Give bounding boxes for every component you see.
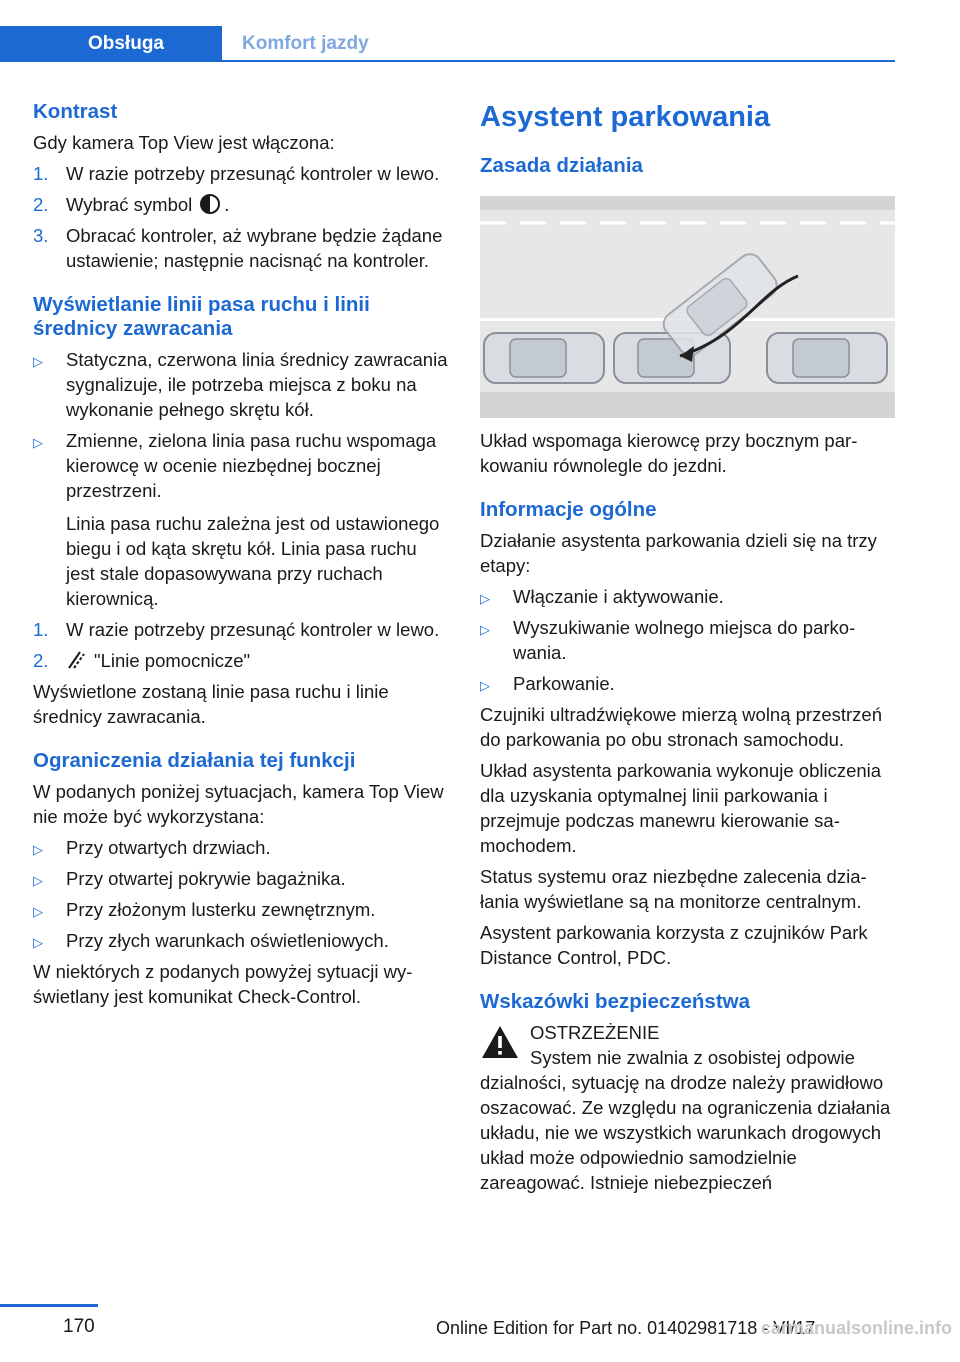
step-number: 1. — [33, 163, 49, 184]
step-text: "Linie pomocnicze" — [94, 650, 251, 671]
step-text-end: . — [224, 194, 230, 215]
warning-icon — [480, 1024, 520, 1060]
limits-heading: Ograniczenia działania tej funkcji — [33, 749, 356, 772]
stage-text: Wyszukiwanie wolnego miejsca do parkowania. — [513, 617, 856, 663]
triangle-bullet-icon: ▷ — [33, 842, 43, 857]
bullet-extra-text: Linia pasa ruchu zależna jest od ustawionego biegu i od kąta skrętu kół. Linia pasa ruchu jest stale dopasowywana przy ruchach kierownicą. — [66, 513, 440, 609]
step-item — [33, 192, 448, 217]
stage-item — [480, 584, 897, 609]
contrast-icon — [200, 194, 220, 214]
triangle-bullet-icon: ▷ — [33, 354, 43, 369]
watermark: carmanualsonline.info — [760, 1318, 952, 1338]
tab-bar — [0, 26, 895, 62]
limit-item — [33, 897, 448, 922]
step-item — [33, 617, 448, 642]
step-text: Wybrać symbol — [66, 194, 193, 215]
principle-text: Układ wspomaga kierowcę przy bocznym parkowaniu równolegle do jezdni. — [480, 430, 858, 476]
limit-item — [33, 928, 448, 953]
step-text: W razie potrzeby przesunąć kontroler w lewo. — [66, 619, 440, 640]
limit-text: Przy otwartych drzwiach. — [66, 837, 271, 858]
lines-heading: Wyświetlanie linii pasa ruchu i linii średnicy zawracania — [33, 293, 370, 340]
page-number-rule — [0, 1304, 98, 1307]
kontrast-intro: Gdy kamera Top View jest włączona: — [33, 132, 335, 153]
triangle-bullet-icon: ▷ — [480, 622, 490, 637]
stage-item — [480, 615, 897, 665]
guide-lines-icon — [66, 650, 86, 670]
general-heading: Informacje ogólne — [480, 498, 657, 521]
bullet-item — [33, 428, 448, 611]
step-number: 2. — [33, 194, 49, 215]
kontrast-heading: Kontrast — [33, 100, 118, 123]
triangle-bullet-icon: ▷ — [33, 904, 43, 919]
lines-result: Wyświetlone zostaną linie pasa ruchu i linie średnicy zawracania. — [33, 681, 389, 727]
step-number: 1. — [33, 619, 49, 640]
limit-item — [33, 835, 448, 860]
step-text: Obracać kontroler, aż wybrane będzie żądane ustawienie; następnie nacisnąć na kontroler. — [66, 225, 443, 271]
principle-heading: Zasada działania — [480, 154, 643, 177]
paragraph: Układ asystenta parkowania wykonuje obliczenia dla uzyskania optymalnej linii parkowania i przejmuje podczas manewru kierowanie samochodem. — [480, 760, 882, 856]
bullet-text: Statyczna, czerwona linia średnicy zawracania sygnalizuje, ile potrzeba miejsca z boku na wykonanie pełnego skrętu kół. — [66, 349, 448, 420]
triangle-bullet-icon: ▷ — [480, 591, 490, 606]
step-text: W razie potrzeby przesunąć kontroler w lewo. — [66, 163, 440, 184]
triangle-bullet-icon: ▷ — [33, 935, 43, 950]
warning-text: System nie zwalnia z osobistej odpowie — [530, 1047, 855, 1068]
step-number: 2. — [33, 650, 49, 671]
limit-text: Przy złożonym lusterku zewnętrznym. — [66, 899, 376, 920]
edition-footer: Online Edition for Part no. 01402981718 - VI/17 — [436, 1318, 816, 1338]
stage-text: Parkowanie. — [513, 673, 615, 694]
general-intro: Działanie asystenta parkowania dzieli się na trzy etapy: — [480, 530, 877, 576]
step-number: 3. — [33, 225, 49, 246]
warning-text-continued: dzialności, sytuację na drodze należy prawidłowo oszacować. Ze względu na ograniczenia działania układu, nie we wszystkich warunkach drogowych układ może odpowiednio samodzielnie zareagować. Istnieje niebezpieczeń — [480, 1072, 891, 1193]
bullet-item — [33, 347, 448, 422]
left-column — [33, 100, 448, 1009]
limit-item — [33, 866, 448, 891]
step-item — [33, 161, 448, 186]
triangle-bullet-icon: ▷ — [33, 873, 43, 888]
paragraph: Status systemu oraz niezbędne zalecenia działania wyświetlane są na monitorze centralnym. — [480, 866, 867, 912]
page-number: 170 — [63, 1316, 95, 1337]
page-title: Asystent parkowania — [480, 101, 771, 133]
warning-box — [480, 1020, 897, 1195]
limits-intro: W podanych poniżej sytuacjach, kamera Top View nie może być wykorzystana: — [33, 781, 444, 827]
limit-text: Przy złych warunkach oświetleniowych. — [66, 930, 389, 951]
paragraph: Czujniki ultradźwiękowe mierzą wolną przestrzeń do parkowania po obu stronach samochodu. — [480, 704, 883, 750]
step-item — [33, 223, 448, 273]
triangle-bullet-icon: ▷ — [33, 435, 43, 450]
parking-illustration — [480, 196, 895, 418]
paragraph: Asystent parkowania korzysta z czujników Park Distance Control, PDC. — [480, 922, 868, 968]
bullet-text: Zmienne, zielona linia pasa ruchu wspomaga kierowcę w ocenie niezbędnej bocznej przestrzeni. — [66, 430, 437, 501]
right-column — [480, 100, 897, 1195]
triangle-bullet-icon: ▷ — [480, 678, 490, 693]
tab-underline — [0, 60, 895, 62]
limit-text: Przy otwartej pokrywie bagażnika. — [66, 868, 346, 889]
step-item — [33, 648, 448, 673]
tab-komfort-jazdy[interactable]: Komfort jazdy — [242, 33, 369, 54]
stage-item — [480, 671, 897, 696]
stage-text: Włączanie i aktywowanie. — [513, 586, 724, 607]
limits-outro: W niektórych z podanych powyżej sytuacji wyświetlany jest komunikat Check-Control. — [33, 961, 413, 1007]
warning-title: OSTRZEŻENIE — [530, 1022, 660, 1043]
tab-obsluga[interactable]: Obsługa — [0, 26, 222, 62]
safety-heading: Wskazówki bezpieczeństwa — [480, 990, 751, 1013]
